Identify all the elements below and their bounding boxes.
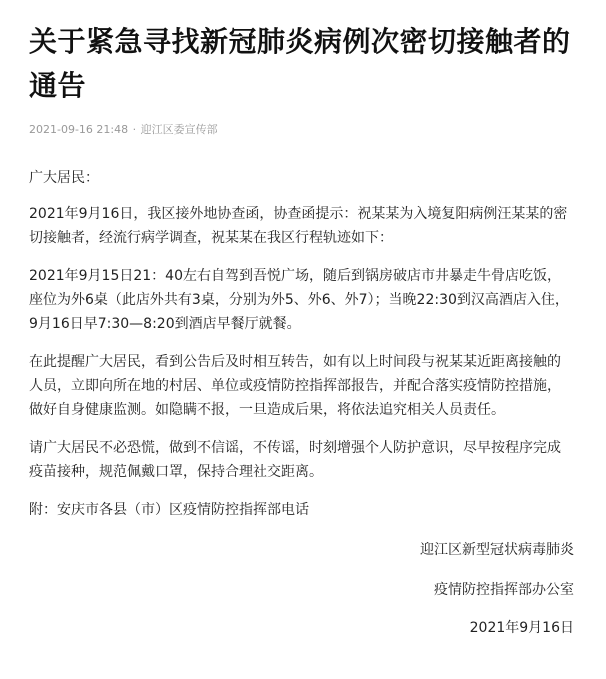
paragraph-advice: 请广大居民不必恐慌，做到不信谣，不传谣，时刻增强个人防护意识，尽早按程序完成疫苗接种，规范佩戴口罩，保持合理社交距离。 [29,440,561,480]
article [0,20,606,679]
paragraph-reminder: 在此提醒广大居民，看到公告后及时相互转告，如有以上时间段与祝某某近距离接触的人员，立即向所在地的村居、单位或疫情防控指挥部报告，并配合落实疫情防控措施，做好自身健康监测。如隐瞒不报，一旦造成后果，将依法追究相关人员责任。 [29,354,561,418]
paragraph-notice: 2021年9月16日，我区接外地协查函，协查函提示：祝某某为入境复阳病例汪某某的密切接触者，经流行病学调查，祝某某在我区行程轨迹如下： [29,206,568,246]
article-meta [29,122,574,138]
article-title: 关于紧急寻找新冠肺炎病例次密切接触者的通告 [29,25,571,102]
article-body [29,166,574,640]
paragraph-itinerary: 2021年9月15日21：40左右自驾到吾悦广场，随后到锅房破店市井暴走牛骨店吃饭，座位为外6桌（此店外共有3桌，分别为外5、外6、外7）；当晚22:30到汉高酒店入住，9月16日早7:30—8:20到酒店早餐厅就餐。 [29,268,569,332]
greeting: 广大居民： [29,170,99,186]
paragraph-appendix: 附：安庆市各县（市）区疫情防控指挥部电话 [29,502,309,518]
signature-org-line1: 迎江区新型冠状病毒肺炎 [420,542,574,558]
signature-org-line2: 疫情防控指挥部办公室 [434,582,574,598]
meta-separator: · [132,123,137,136]
publish-source: 迎江区委宣传部 [140,123,218,136]
publish-datetime: 2021-09-16 21:48 [29,123,129,136]
signature-date: 2021年9月16日 [469,620,574,636]
